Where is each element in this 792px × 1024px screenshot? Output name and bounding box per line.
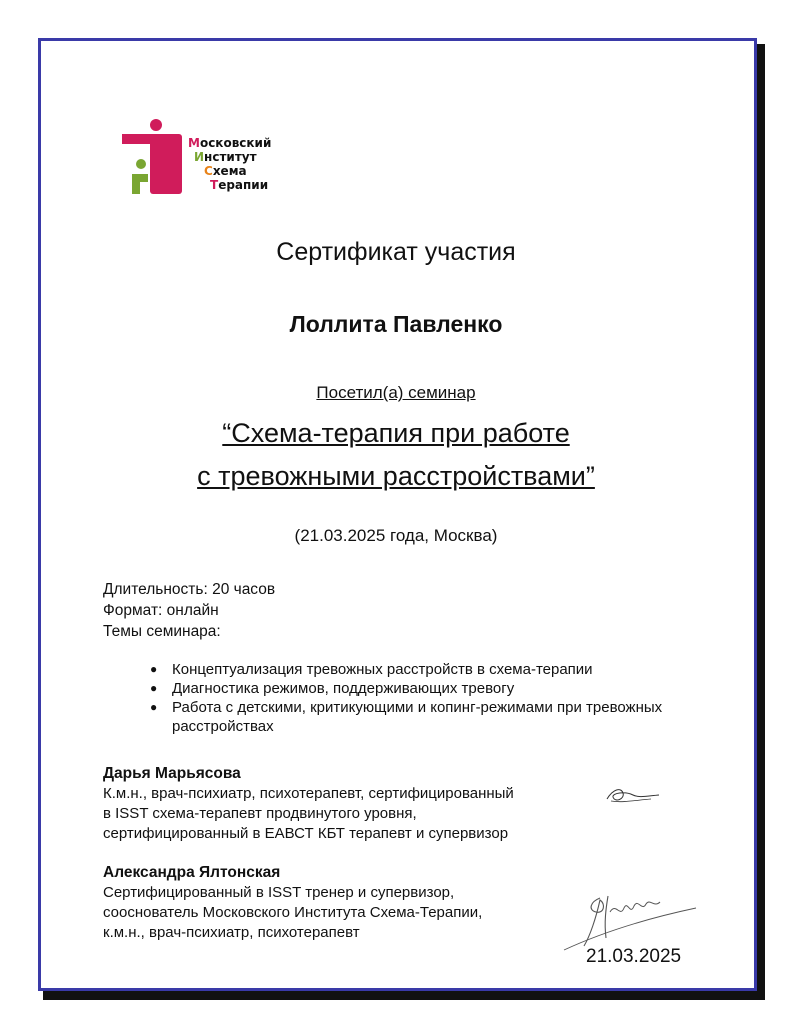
recipient-name: Лоллита Павленко	[289, 311, 503, 337]
list-item: ● Диагностика режимов, поддерживающих тревогу	[150, 679, 670, 698]
logo-initial: С	[204, 164, 213, 178]
signatory-1	[103, 764, 514, 844]
seminar-title-line-2: с тревожными расстройствами”	[197, 461, 595, 491]
signatory-name: Александра Ялтонская	[103, 864, 281, 881]
signatory-credential: сооснователь Московского Института Схема-Терапии,	[103, 904, 483, 921]
logo-wordmark	[188, 136, 271, 192]
signatory-credential: к.м.н., врач-психиатр, психотерапевт	[103, 924, 360, 941]
signature-2	[560, 888, 700, 952]
certificate-title: Сертификат участия	[276, 238, 516, 266]
seminar-date-location: (21.03.2025 года, Москва)	[294, 526, 498, 545]
seminar-details	[103, 579, 275, 642]
signatory-credential: сертифицированный в ЕАВСТ КБТ терапевт и супервизор	[103, 825, 509, 842]
logo-initial: М	[188, 136, 200, 150]
logo-line-1: Московский	[188, 136, 272, 150]
signatory-2	[103, 863, 482, 943]
logo-initial: Т	[210, 178, 219, 192]
logo-line-2: Институт	[194, 150, 257, 164]
signatory-credential: в ISST схема-терапевт продвинутого уровня,	[103, 805, 417, 822]
topics-label: Темы семинара:	[103, 623, 221, 640]
issue-date: 21.03.2025	[586, 946, 682, 967]
signatory-credential: К.м.н., врач-психиатр, психотерапевт, сертифицированный	[103, 785, 514, 802]
list-item: ● Концептуализация тревожных расстройств в схема-терапии	[150, 660, 670, 679]
list-item: ● Работа с детскими, критикующими и копинг-режимами при тревожных расстройствах	[150, 698, 670, 736]
logo-line-4: Терапии	[210, 178, 269, 192]
attended-label: Посетил(а) семинар	[316, 383, 476, 402]
logo-line-3: Схема	[204, 164, 247, 178]
duration-text: Длительность: 20 часов	[103, 581, 276, 598]
signatory-name: Дарья Марьясова	[103, 765, 241, 782]
seminar-title-line-1: “Схема-терапия при работе	[222, 418, 570, 448]
topics-list	[150, 660, 670, 736]
signatory-credential: Сертифицированный в ISST тренер и супервизор,	[103, 884, 455, 901]
logo-initial: И	[194, 150, 205, 164]
format-text: Формат: онлайн	[103, 602, 219, 619]
signature-1	[603, 783, 663, 809]
